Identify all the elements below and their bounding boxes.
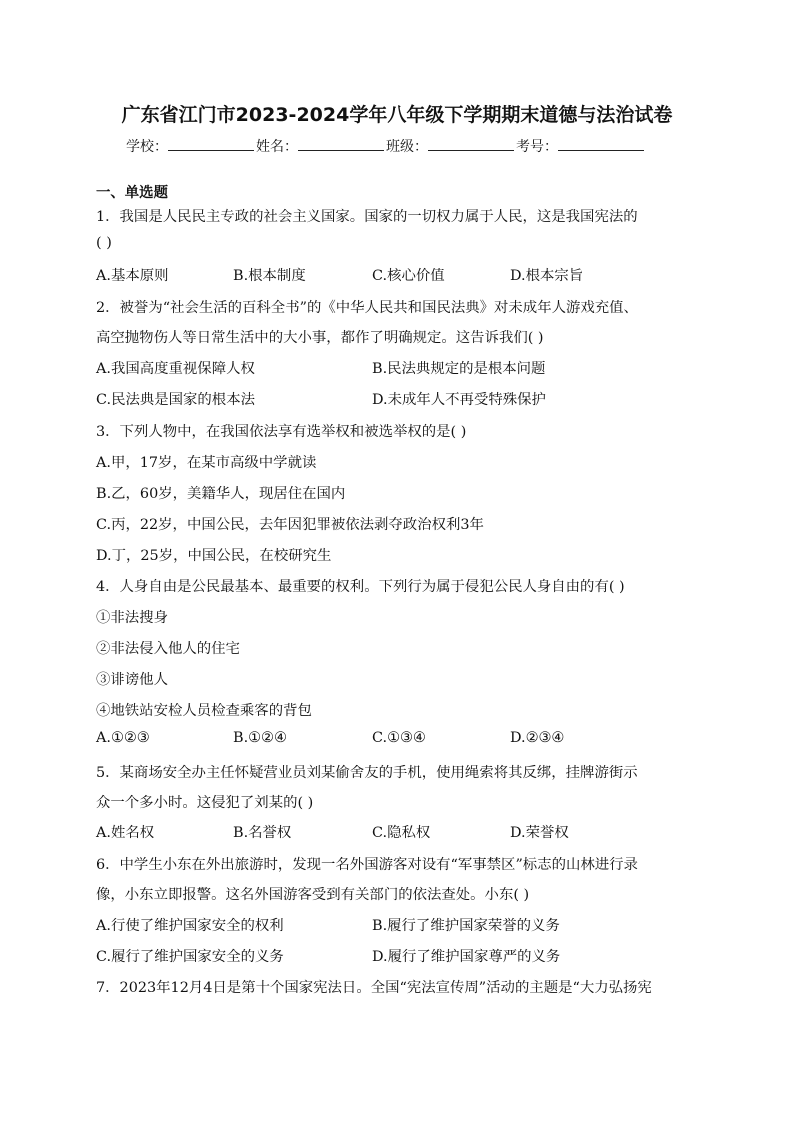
- q5-option-d[interactable]: D.荣誉权: [510, 825, 569, 841]
- class-label: 班级：: [386, 139, 428, 155]
- q6-option-b[interactable]: B.履行了维护国家荣誉的义务: [372, 918, 560, 934]
- q5-option-c[interactable]: C.隐私权: [372, 825, 431, 841]
- question-4-item-1: ①非法搜身: [96, 610, 168, 626]
- name-blank[interactable]: [298, 138, 384, 151]
- q3-option-d[interactable]: D.丁，25岁，中国公民，在校研究生: [96, 548, 332, 564]
- q3-option-b[interactable]: B.乙，60岁，美籍华人，现居住在国内: [96, 486, 346, 502]
- question-5-line-2: 众一个多小时。这侵犯了刘某的( ): [96, 795, 314, 811]
- school-blank[interactable]: [168, 138, 254, 151]
- question-7-line-1: 7．2023年12月4日是第十个国家宪法日。全国“宪法宣传周”活动的主题是“大力弘扬宪: [96, 980, 652, 996]
- q2-option-a[interactable]: A.我国高度重视保障人权: [96, 361, 255, 377]
- q5-option-b[interactable]: B.名誉权: [233, 825, 292, 841]
- question-5-line-1: 5．某商场安全办主任怀疑营业员刘某偷舍友的手机，使用绳索将其反绑，挂牌游街示: [96, 765, 638, 781]
- exam-title: 广东省江门市2023-2024学年八年级下学期期末道德与法治试卷: [121, 104, 673, 126]
- number-blank[interactable]: [558, 138, 644, 151]
- q4-option-d[interactable]: D.②③④: [510, 730, 565, 746]
- school-label: 学校：: [126, 139, 168, 155]
- q6-option-a[interactable]: A.行使了维护国家安全的权利: [96, 918, 284, 934]
- question-3-line-1: 3．下列人物中，在我国依法享有选举权和被选举权的是( ): [96, 424, 467, 440]
- q4-option-b[interactable]: B.①②④: [233, 730, 287, 746]
- q3-option-a[interactable]: A.甲，17岁，在某市高级中学就读: [96, 455, 317, 471]
- q1-option-d[interactable]: D.根本宗旨: [510, 268, 584, 284]
- question-1-line-2: ( ): [96, 235, 112, 251]
- question-4-line-1: 4．人身自由是公民最基本、最重要的权利。下列行为属于侵犯公民人身自由的有( ): [96, 579, 625, 595]
- q6-option-c[interactable]: C.履行了维护国家安全的义务: [96, 949, 284, 965]
- q4-option-a[interactable]: A.①②③: [96, 730, 150, 746]
- question-1-line-1: 1．我国是人民民主专政的社会主义国家。国家的一切权力属于人民，这是我国宪法的: [96, 209, 638, 225]
- question-6-line-1: 6．中学生小东在外出旅游时，发现一名外国游客对设有“军事禁区”标志的山林进行录: [96, 857, 638, 873]
- question-2-line-1: 2．被誉为“社会生活的百科全书”的《中华人民共和国民法典》对未成年人游戏充值、: [96, 300, 638, 316]
- q1-option-c[interactable]: C.核心价值: [372, 268, 445, 284]
- q5-option-a[interactable]: A.姓名权: [96, 825, 155, 841]
- question-4-item-2: ②非法侵入他人的住宅: [96, 641, 240, 657]
- q2-option-d[interactable]: D.未成年人不再受特殊保护: [372, 392, 546, 408]
- name-label: 姓名：: [256, 139, 298, 155]
- q1-option-b[interactable]: B.根本制度: [233, 268, 306, 284]
- q6-option-d[interactable]: D.履行了维护国家尊严的义务: [372, 949, 561, 965]
- section-title: 一、单选题: [96, 185, 168, 201]
- question-4-item-3: ③诽谤他人: [96, 672, 168, 688]
- number-label: 考号：: [516, 139, 558, 155]
- q3-option-c[interactable]: C.丙，22岁，中国公民，去年因犯罪被依法剥夺政治权利3年: [96, 517, 484, 533]
- q2-option-c[interactable]: C.民法典是国家的根本法: [96, 392, 255, 408]
- student-info-row: [126, 136, 646, 156]
- class-blank[interactable]: [428, 138, 514, 151]
- question-6-line-2: 像，小东立即报警。这名外国游客受到有关部门的依法查处。小东( ): [96, 887, 530, 903]
- q4-option-c[interactable]: C.①③④: [372, 730, 426, 746]
- question-2-line-2: 高空抛物伤人等日常生活中的大小事，都作了明确规定。这告诉我们( ): [96, 330, 544, 346]
- q2-option-b[interactable]: B.民法典规定的是根本问题: [372, 361, 546, 377]
- question-4-item-4: ④地铁站安检人员检查乘客的背包: [96, 703, 312, 719]
- q1-option-a[interactable]: A.基本原则: [96, 268, 169, 284]
